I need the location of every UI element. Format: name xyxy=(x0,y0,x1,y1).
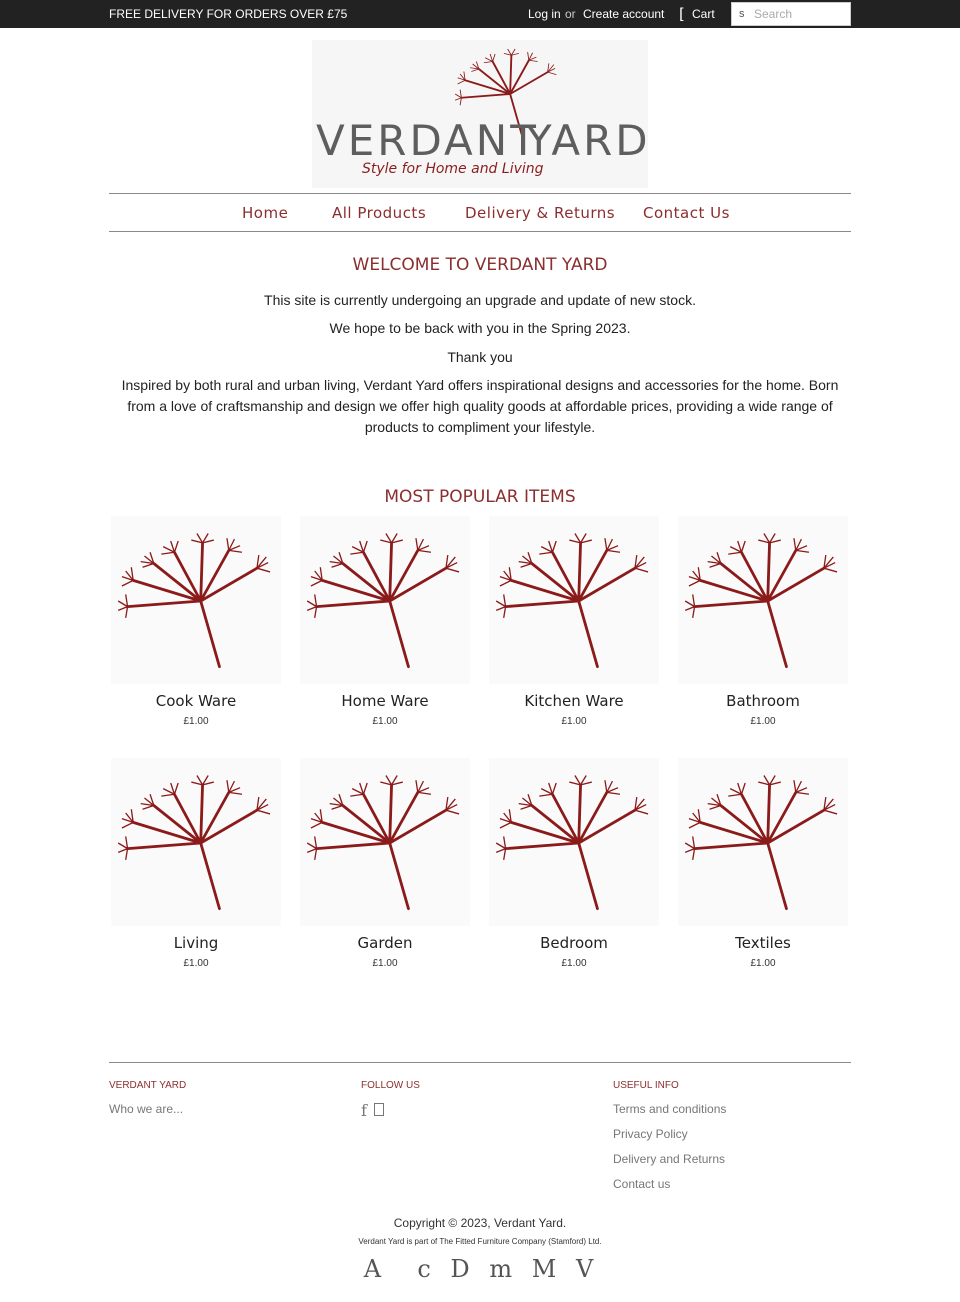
product-price: £1.00 xyxy=(183,958,209,969)
footer-link-terms[interactable]: Terms and conditions xyxy=(613,1102,727,1116)
product-name[interactable]: Living xyxy=(173,934,219,952)
main-nav xyxy=(109,193,851,232)
top-bar xyxy=(0,0,960,28)
welcome-text-3: Thank you xyxy=(447,349,513,365)
nav-contact-us[interactable]: Contact Us xyxy=(643,204,730,222)
product-name[interactable]: Garden xyxy=(357,934,413,952)
product-price: £1.00 xyxy=(372,958,398,969)
product-name[interactable]: Cook Ware xyxy=(155,692,237,710)
product-price: £1.00 xyxy=(750,716,776,727)
product-price: £1.00 xyxy=(561,716,587,727)
card-icon: c xyxy=(417,1255,434,1283)
product-image[interactable] xyxy=(111,758,281,926)
product-image[interactable] xyxy=(300,516,470,684)
product-name[interactable]: Bedroom xyxy=(540,934,608,952)
footer-link-contact[interactable]: Contact us xyxy=(613,1177,671,1191)
mastercard-icon: M xyxy=(531,1255,560,1283)
product-name[interactable]: Home Ware xyxy=(341,692,429,710)
product-image[interactable] xyxy=(489,516,659,684)
nav-home[interactable]: Home xyxy=(242,204,289,222)
footer-divider xyxy=(109,1062,851,1063)
payment-icons xyxy=(0,1255,960,1283)
footer-link-delivery-returns[interactable]: Delivery and Returns xyxy=(613,1152,726,1166)
footer-heading-useful-info: USEFUL INFO xyxy=(613,1080,679,1091)
logo-tagline: Style for Home and Living xyxy=(362,161,544,177)
visa-icon: V xyxy=(575,1255,597,1283)
welcome-text-4: Inspired by both rural and urban living, Verdant Yard offers inspirational designs and accessories for the home. Born from a love of craftsmanship and design we offer high quality goods at affordable prices, providing a wide range of products to compliment your lifestyle. xyxy=(121,377,839,435)
welcome-text-2: We hope to be back with you in the Spring 2023. xyxy=(329,320,631,336)
product-name[interactable]: Textiles xyxy=(735,934,791,952)
product-price: £1.00 xyxy=(183,716,209,727)
cart-link[interactable]: Cart xyxy=(692,7,715,21)
footer-link-privacy[interactable]: Privacy Policy xyxy=(613,1127,688,1141)
amex-icon: A xyxy=(363,1255,385,1283)
product-name[interactable]: Kitchen Ware xyxy=(524,692,624,710)
copyright-text: Copyright © 2023, Verdant Yard. xyxy=(393,1216,567,1230)
product-price: £1.00 xyxy=(372,716,398,727)
footer-heading-follow-us: FOLLOW US xyxy=(361,1080,420,1091)
search-box[interactable] xyxy=(731,2,851,26)
footer-link-who-we-are[interactable]: Who we are... xyxy=(109,1102,184,1116)
search-input[interactable] xyxy=(754,6,848,22)
search-icon[interactable]: s xyxy=(739,8,745,20)
or-separator: or xyxy=(565,7,576,21)
logo-word-yard: YARD xyxy=(526,116,651,165)
diners-icon: D xyxy=(450,1255,473,1283)
login-link[interactable]: Log in xyxy=(528,7,561,21)
product-price: £1.00 xyxy=(750,958,776,969)
facebook-icon[interactable]: f xyxy=(361,1101,367,1120)
product-image[interactable] xyxy=(678,516,848,684)
create-account-link[interactable]: Create account xyxy=(583,7,665,21)
popular-heading: MOST POPULAR ITEMS xyxy=(384,487,576,507)
nav-delivery-returns[interactable]: Delivery & Returns xyxy=(465,204,616,222)
welcome-text-1: This site is currently undergoing an upgrade and update of new stock. xyxy=(264,292,696,308)
product-image[interactable] xyxy=(111,516,281,684)
logo-word-verdant: VERDANT xyxy=(316,116,539,165)
nav-all-products[interactable]: All Products xyxy=(332,204,427,222)
cart-icon[interactable]: [ xyxy=(679,5,685,23)
site-logo[interactable] xyxy=(312,40,651,188)
company-text: Verdant Yard is part of The Fitted Furniture Company (Stamford) Ltd. xyxy=(358,1237,602,1246)
instagram-icon[interactable] xyxy=(374,1103,384,1116)
free-delivery-banner: FREE DELIVERY FOR ORDERS OVER £75 xyxy=(109,7,348,21)
product-image[interactable] xyxy=(300,758,470,926)
product-image[interactable] xyxy=(489,758,659,926)
product-price: £1.00 xyxy=(561,958,587,969)
product-image[interactable] xyxy=(678,758,848,926)
footer-heading-verdant-yard: VERDANT YARD xyxy=(109,1080,187,1091)
product-name[interactable]: Bathroom xyxy=(726,692,800,710)
maestro-icon: m xyxy=(489,1255,516,1283)
welcome-heading: WELCOME TO VERDANT YARD xyxy=(352,255,608,275)
